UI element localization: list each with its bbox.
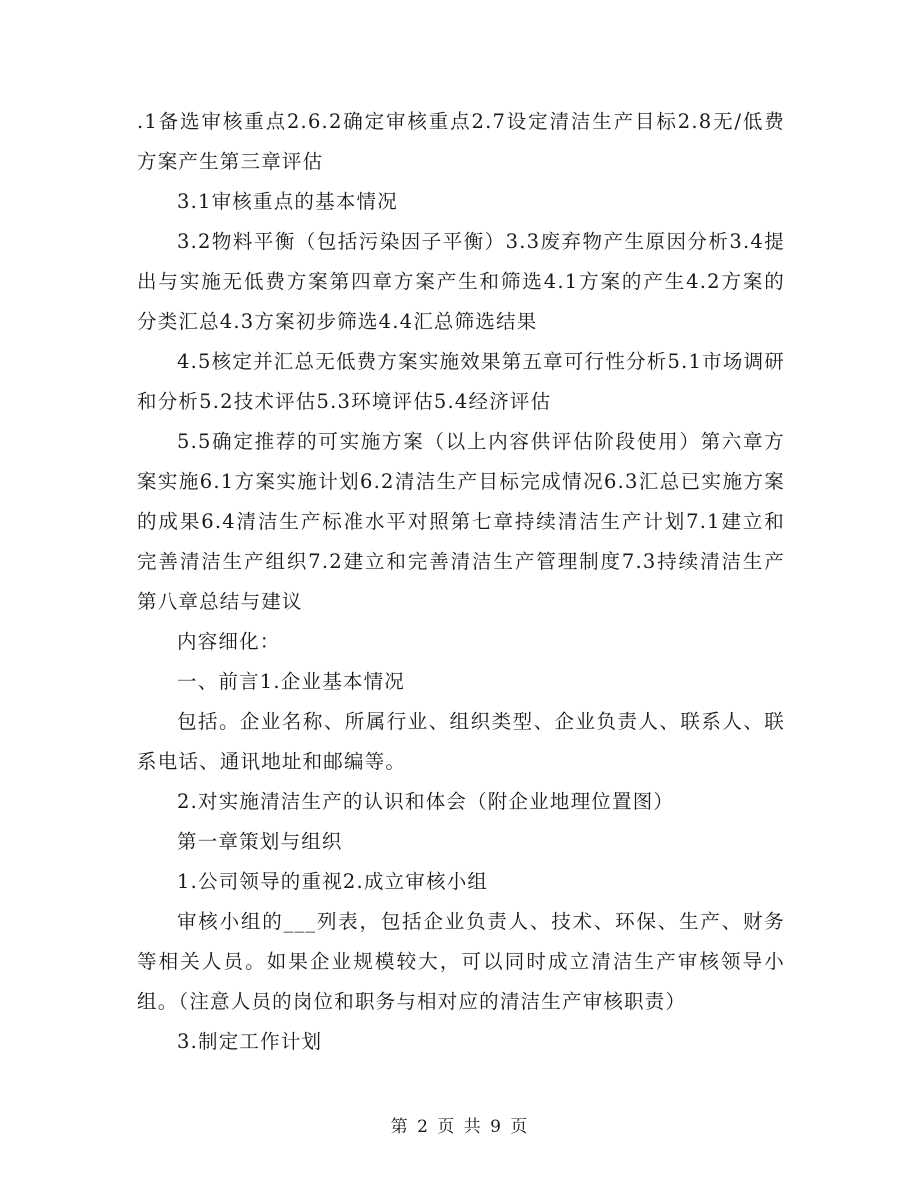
paragraph: 审核小组的___列表，包括企业负责人、技术、环保、生产、财务等相关人员。如果企业规模较大，可以同时成立清洁生产审核领导小组。（注意人员的岗位和职务与相对应的清洁生产审核职责）	[137, 910, 785, 1013]
paragraph: 2.对实施清洁生产的认识和体会（附企业地理位置图）	[177, 790, 675, 813]
paragraph: 包括。企业名称、所属行业、组织类型、企业负责人、联系人、联系电话、通讯地址和邮编等。	[137, 710, 785, 773]
paragraph: 内容细化：	[177, 630, 281, 653]
paragraph: 1.公司领导的重视2.成立审核小组	[177, 870, 489, 893]
paragraph: 3.1审核重点的基本情况	[177, 190, 398, 213]
paragraph: .1备选审核重点2.6.2确定审核重点2.7设定清洁生产目标2.8无/低费方案产生第三章评估	[137, 110, 785, 173]
document-body	[137, 102, 785, 1062]
section-heading: 一、前言1.企业基本情况	[177, 670, 406, 693]
paragraph: 5.5确定推荐的可实施方案（以上内容供评估阶段使用）第六章方案实施6.1方案实施计划6.2清洁生产目标完成情况6.3汇总已实施方案的成果6.4清洁生产标准水平对照第七章持续清洁生产计划7.1建立和完善清洁生产组织7.2建立和完善清洁生产管理制度7.3持续清洁生产第八章总结与建议	[137, 430, 785, 613]
paragraph: 4.5核定并汇总无低费方案实施效果第五章可行性分析5.1市场调研和分析5.2技术评估5.3环境评估5.4经济评估	[137, 350, 785, 413]
page-footer: 第 2 页 共 9 页	[390, 1117, 530, 1137]
chapter-heading: 第一章策划与组织	[177, 830, 343, 853]
paragraph: 3.制定工作计划	[177, 1030, 323, 1053]
paragraph: 3.2物料平衡（包括污染因子平衡）3.3废弃物产生原因分析3.4提出与实施无低费方案第四章方案产生和筛选4.1方案的产生4.2方案的分类汇总4.3方案初步筛选4.4汇总筛选结果	[137, 230, 785, 333]
